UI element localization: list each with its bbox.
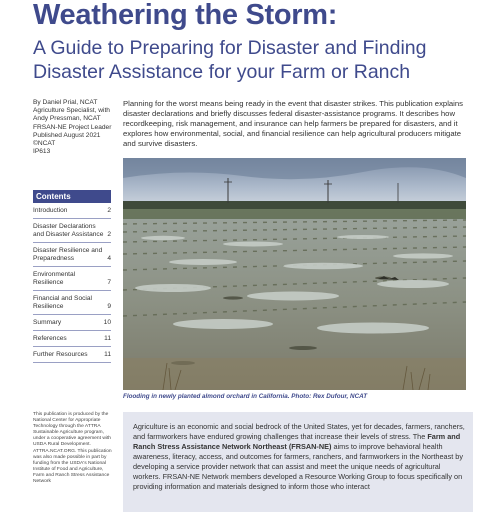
photo-caption: Flooding in newly planted almond orchard in California. Photo: Rex Dufour, NCAT [123,393,368,400]
panel-paragraph [133,422,466,492]
toc-item-introduction[interactable] [33,203,111,219]
funding-footnote: This publication is produced by the National Center for Appropriate Technology through the ATTRA Sustainable Agriculture program, under a cooperative agreement with USDA Rural Development. ATTRA.NCAT.ORG. This publication was also made possible in part by funding from the USDA's National Institute of Food and Agriculture, Farm and Ranch Stress Assistance Network [33,412,112,485]
author-line: Published August 2021 [33,131,101,139]
frsan-info-panel [123,412,473,512]
toc-item-further-resources[interactable] [33,347,111,363]
panel-text-start: Agriculture is an economic and social bedrock of the United States, yet for decades, farmers, ranchers, and farmworkers have endured growing challenges that increase their levels of stress. The [133,422,465,441]
toc-label: Financial and Social Resilience [33,295,93,310]
toc-item-disaster-declarations[interactable] [33,219,111,243]
toc-label: References [33,335,67,342]
toc-item-financial-social-resilience[interactable] [33,291,111,315]
author-block [33,99,121,156]
document-subtitle: A Guide to Preparing for Disaster and Finding Disaster Assistance for your Farm or Ranch [33,37,427,83]
toc-page: 11 [104,335,111,342]
table-of-contents [33,190,111,363]
flooded-orchard-photo [123,158,466,390]
toc-page: 10 [103,319,111,326]
author-line: By Daniel Prial, NCAT [33,99,98,106]
toc-page: 4 [107,255,111,262]
toc-page: 2 [107,207,111,214]
toc-item-references[interactable] [33,331,111,347]
author-line: Agriculture Specialist, with [33,107,110,115]
intro-paragraph: Planning for the worst means being ready in the event that disaster strikes. This publication explains disaster declarations and briefly discusses federal disaster-assistance programs. It describes how recordkeeping, risk management, and insurance can help farmers be prepared for disasters, and it explores how environmental, social, and financial resilience can help agricultural producers mitigate and survive disasters. [123,99,464,148]
toc-page: 7 [107,279,111,286]
toc-label: Disaster Resilience and Preparedness [33,247,103,262]
toc-page: 9 [107,303,111,310]
toc-label: Summary [33,319,62,326]
author-line: Andy Pressman, NCAT [33,115,101,123]
panel-text-bold: Farm and Ranch Stress Assistance Network Northeast (FRSAN-NE) [133,432,461,451]
toc-item-environmental-resilience[interactable] [33,267,111,291]
author-line: ©NCAT [33,140,56,148]
document-title: Weathering the Storm: [33,0,338,31]
toc-label: Introduction [33,207,68,214]
toc-page: 11 [104,351,111,358]
toc-page: 2 [107,231,111,238]
toc-label: Environmental Resilience [33,271,76,286]
panel-text-rest: aims to improve behavioral health awareness, literacy, access, and outcomes for farmers, ranchers, and farmworkers in the Northeast by developing a service provider network that can assist and meet the unique needs of agricultural workers. FRSAN-NE Network members developed a Resource Working Group to focus specifically on providing information and materials designed to inform those who interact [133,442,463,491]
toc-label: Further Resources [33,351,88,358]
author-line: FRSAN-NE Project Leader [33,123,112,131]
contents-heading: Contents [33,190,111,203]
toc-label: Disaster Declarations and Disaster Assistance [33,223,104,238]
toc-item-summary[interactable] [33,315,111,331]
toc-item-disaster-resilience[interactable] [33,243,111,267]
author-line: IP613 [33,148,51,156]
